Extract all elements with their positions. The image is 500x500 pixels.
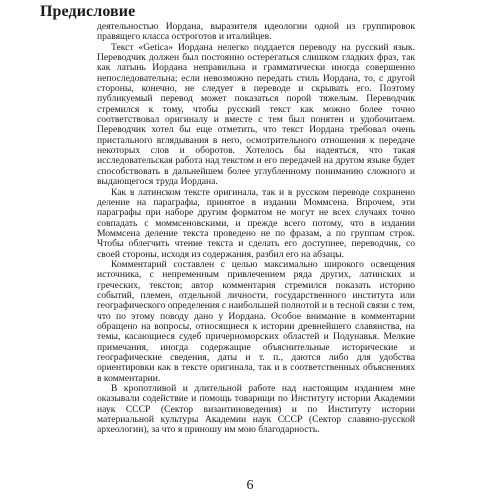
paragraph-acknowledgements: В кропотливой и длительной работе над настоящим изданием мне оказывали содействие и помощь товарищи по Институту истории Академии наук СССР (Сектор византиноведения) и по Институту истории материальной культуры Академии наук СССР (Сектор славяно-русской археологии), за что я приношу им мою благодарность.: [97, 383, 415, 436]
paragraph-division: Как в латинском тексте оригинала, так и в русском переводе сохранено деление на параграфы, принятое в издании Моммсена. Впрочем, эти параграфы при наборе другим форматом не могут не всех случаях точно совпадать с моммсеновскими, и прежде всего потому, что в издании Моммсена деление текста проведено не по фразам, а по группам строк. Чтобы облегчить чтение текста и сделать его доступнее, переводчик, со своей стороны, исходя из содержания, разбил его на абзацы.: [97, 186, 415, 260]
paragraph-commentary: Комментарий составлен с целью максимально широкого освещения источника, с непременным привлечением ряда других, латинских и греческих, текстов; автор комментария стремился показать историю событий, племен, отдельной личности, государственного института или географического определения с наибольшей полнотой и в тесной связи с тем, что по этому поводу дано у Иордана. Особое внимание в комментарии обращено на вопросы, относящиеся к истории древнейшего славянства, на темы, касающиеся судеб причерноморских областей и Подунавья. Мелкие примечания, иногда содержащие объяснительные исторические и географические сведения, даты и т. п., даются либо для удобства ориентировки как в тексте оригинала, так и в соответственных объяснениях в комментарии.: [97, 258, 415, 384]
body-text: [97, 22, 415, 436]
paragraph-translation: Текст «Getica» Иордана нелегко поддается переводу на русский язык. Переводчик должен был постоянно остерегаться слишком гладких фраз, так как латынь Иордана неправильна и грамматически иногда совершенно непоследовательна; если невозможно передать стиль Иордана, то, с другой стороны, конечно, не следует в переводе и скрывать его. Поэтому публикуемый перевод может показаться порой тяжелым. Переводчик стремился к тому, чтобы русский текст как можно более точно соответствовал оригиналу и вместе с тем был понятен и удобочитаем. Переводчик хотел бы еще отметить, что текст Иордана требовал очень пристального вглядывания в него, осмотрительного отношения к передаче некоторых слов и оборотов. Хотелось бы надеяться, что такая исследовательская работа над текстом и его передачей на другом языке будет способствовать в дальнейшем более углубленному пониманию сложного и выдающегося труда Иордана.: [97, 41, 415, 188]
running-head: Предисловие: [40, 3, 136, 20]
page-number: 6: [246, 478, 254, 493]
paragraph-continued: деятельностью Иордана, выразителя идеологии одной из группировок правящего класса остроготов и италийцев.: [97, 21, 415, 43]
